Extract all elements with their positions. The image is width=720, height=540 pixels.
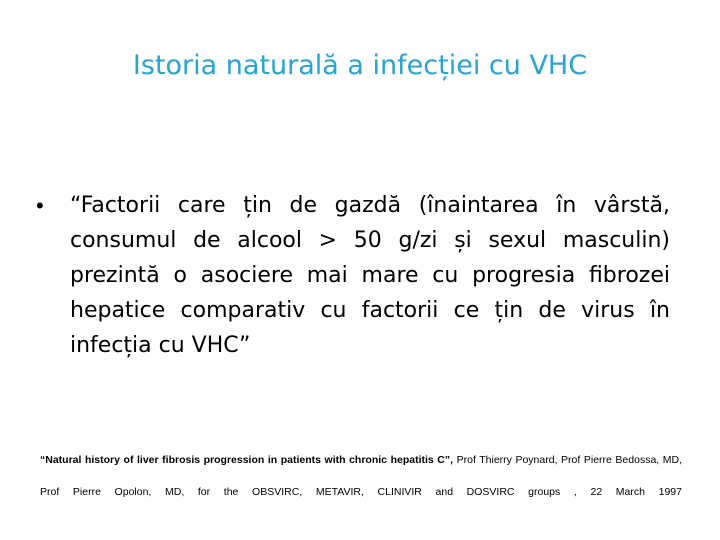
slide-title: Istoria naturală a infecției cu VHC: [132, 50, 588, 81]
citation-authors-line2: Prof Pierre Bedossa, MD, Prof Pierre Opolon, MD, for the OBSVIRC, METAVIR, CLINIVIR and DOSVIRC groups , 22 March 1997: [40, 454, 682, 498]
quote-text: “Factorii care țin de gazdă (înaintarea în vârstă, consumul de alcool > 50 g/zi și sexul masculin) prezintă o asociere mai mare cu progresia fibrozei hepatice comparativ cu factorii ce țin de virus în infecția cu VHC”: [70, 193, 670, 358]
citation-article-title: “Natural history of liver fibrosis progression in patients with chronic hepatitis C”,: [40, 454, 454, 466]
quote-bullet: [36, 188, 670, 363]
bullet-marker: •: [36, 193, 44, 218]
citation: [40, 444, 682, 508]
citation-authors-line1: Prof Thierry Poynard,: [456, 454, 558, 466]
